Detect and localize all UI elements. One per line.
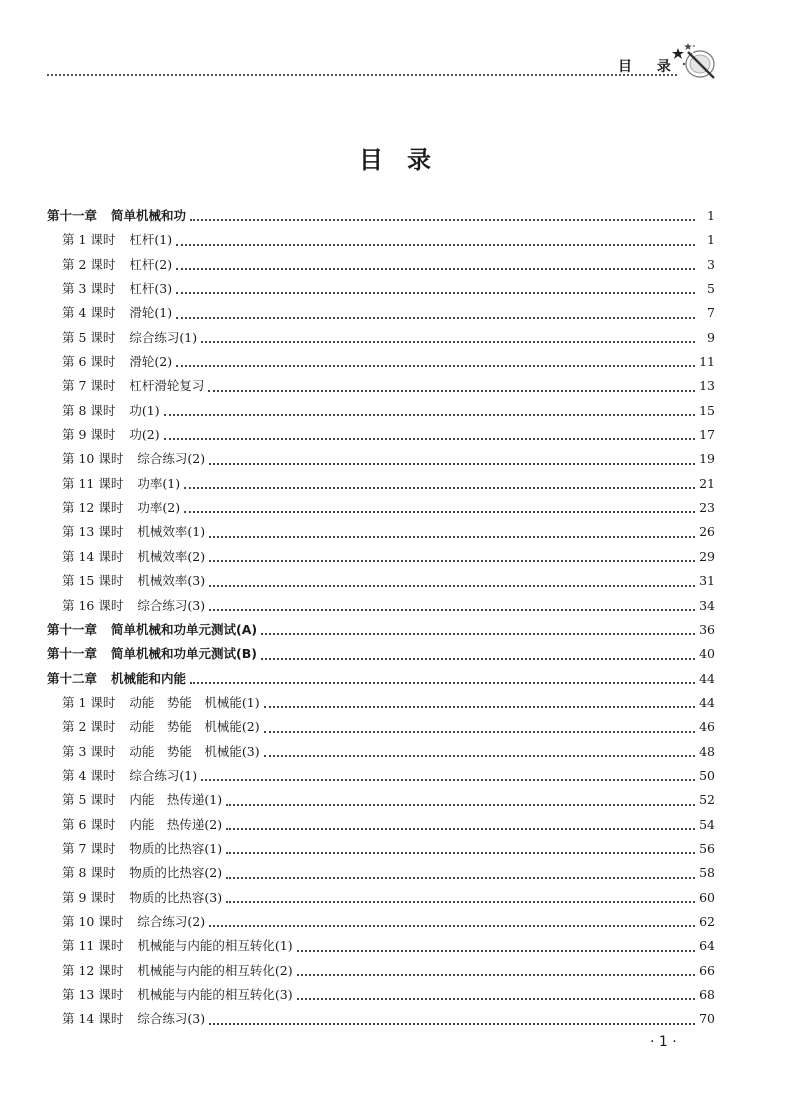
toc-lesson-entry: [47, 301, 715, 325]
toc-dot-leader: [164, 412, 695, 416]
toc-entry-label: [62, 326, 197, 350]
toc-dot-leader: [201, 777, 695, 781]
toc-entry-page: 66: [699, 962, 715, 978]
toc-entry-page: 3: [707, 256, 715, 272]
toc-entry-title: 综合练习(2): [137, 451, 206, 467]
toc-dot-leader: [297, 996, 695, 1000]
toc-lesson-entry: [47, 788, 715, 812]
toc-entry-title: 综合练习(3): [137, 597, 206, 613]
toc-entry-title: 滑轮(2): [129, 354, 173, 370]
toc-lesson-entry: [47, 253, 715, 277]
page-number: · 1 ·: [650, 1034, 677, 1050]
toc-entry-page: 52: [699, 792, 715, 808]
toc-entry-title: 滑轮(1): [129, 305, 173, 321]
toc-entry-page: 5: [707, 281, 715, 297]
toc-dot-leader: [209, 607, 695, 611]
toc-dot-leader: [264, 704, 695, 708]
toc-lesson-entry: [47, 740, 715, 764]
toc-entry-number: 第 2 课时: [62, 256, 116, 272]
toc-entry-page: 13: [699, 378, 715, 394]
header-dotted-rule: [47, 74, 677, 76]
toc-entry-number: 第十一章: [47, 208, 98, 223]
toc-entry-title: 综合练习(1): [129, 329, 198, 345]
toc-entry-number: 第 12 课时: [62, 500, 124, 516]
toc-entry-title: 机械能与内能的相互转化(2): [137, 962, 293, 978]
toc-lesson-entry: [47, 837, 715, 861]
toc-entry-title: 简单机械和功单元测试(B): [111, 646, 257, 662]
toc-entry-title: 动能 势能 机械能(1): [129, 694, 260, 710]
toc-chapter-entry: [47, 667, 715, 691]
toc-entry-number: 第 11 课时: [62, 475, 124, 491]
toc-entry-page: 64: [699, 938, 715, 954]
toc-entry-page: 44: [699, 670, 715, 686]
toc-entry-number: 第十一章: [47, 646, 98, 662]
toc-entry-title: 杠杆(2): [129, 256, 173, 272]
toc-entry-title: 杠杆(1): [129, 232, 173, 248]
toc-entry-page: 46: [699, 719, 715, 735]
toc-lesson-entry: [47, 861, 715, 885]
toc-entry-number: 第 3 课时: [62, 743, 116, 759]
toc-entry-number: 第 1 课时: [62, 232, 116, 248]
toc-entry-label: [62, 569, 205, 593]
toc-entry-label: [62, 886, 222, 910]
toc-entry-number: 第 8 课时: [62, 865, 116, 881]
toc-entry-page: 36: [699, 621, 715, 637]
toc-entry-page: 50: [699, 767, 715, 783]
toc-lesson-entry: [47, 399, 715, 423]
toc-dot-leader: [208, 388, 695, 392]
toc-entry-label: [62, 1007, 205, 1031]
toc-entry-label: [62, 350, 172, 374]
toc-dot-leader: [226, 826, 695, 830]
toc-entry-number: 第十一章: [47, 621, 98, 637]
toc-entry-title: 综合练习(2): [137, 913, 206, 929]
toc-entry-title: 物质的比热容(3): [129, 889, 223, 905]
toc-entry-label: [62, 715, 260, 739]
toc-dot-leader: [209, 558, 695, 562]
toc-entry-title: 机械效率(3): [137, 573, 206, 589]
toc-dot-leader: [176, 290, 695, 294]
toc-entry-title: 机械能和内能: [111, 670, 187, 686]
toc-lesson-entry: [47, 545, 715, 569]
toc-entry-number: 第 2 课时: [62, 719, 116, 735]
toc-entry-label: [47, 204, 186, 228]
toc-entry-page: 1: [707, 208, 715, 223]
toc-dot-leader: [184, 509, 695, 513]
toc-entry-label: [47, 642, 257, 666]
toc-entry-page: 17: [699, 427, 715, 443]
toc-entry-number: 第 4 课时: [62, 305, 116, 321]
toc-entry-label: [62, 520, 205, 544]
toc-entry-label: [62, 788, 222, 812]
toc-chapter-entry: [47, 642, 715, 666]
toc-entry-label: [62, 764, 197, 788]
toc-dot-leader: [190, 217, 695, 221]
toc-dot-leader: [264, 753, 695, 757]
toc-entry-title: 杠杆(3): [129, 281, 173, 297]
toc-entry-title: 机械效率(1): [137, 524, 206, 540]
toc-entry-label: [62, 983, 293, 1007]
table-of-contents: [47, 204, 715, 1032]
toc-entry-label: [62, 691, 260, 715]
toc-entry-number: 第 6 课时: [62, 816, 116, 832]
toc-entry-page: 1: [707, 232, 715, 248]
toc-lesson-entry: [47, 520, 715, 544]
toc-entry-page: 70: [699, 1011, 715, 1027]
toc-entry-title: 功率(2): [137, 500, 181, 516]
toc-entry-title: 内能 热传递(1): [129, 792, 223, 808]
toc-dot-leader: [297, 948, 695, 952]
toc-entry-number: 第 5 课时: [62, 329, 116, 345]
toc-entry-page: 68: [699, 987, 715, 1002]
toc-lesson-entry: [47, 447, 715, 471]
toc-entry-page: 19: [699, 451, 715, 467]
toc-chapter-entry: [47, 618, 715, 642]
toc-entry-number: 第 13 课时: [62, 987, 124, 1002]
toc-dot-leader: [226, 850, 695, 854]
toc-entry-label: [62, 594, 205, 618]
toc-entry-number: 第 1 课时: [62, 694, 116, 710]
toc-entry-label: [62, 959, 293, 983]
toc-entry-number: 第 11 课时: [62, 938, 124, 954]
toc-entry-label: [62, 496, 180, 520]
toc-entry-label: [62, 813, 222, 837]
toc-entry-label: [47, 667, 186, 691]
toc-dot-leader: [297, 972, 695, 976]
toc-entry-label: [47, 618, 257, 642]
toc-entry-title: 简单机械和功: [111, 208, 187, 223]
toc-dot-leader: [226, 899, 695, 903]
toc-entry-title: 内能 热传递(2): [129, 816, 223, 832]
toc-entry-page: 29: [699, 548, 715, 564]
toc-entry-page: 31: [699, 573, 715, 589]
toc-dot-leader: [201, 339, 695, 343]
toc-entry-title: 物质的比热容(2): [129, 865, 223, 881]
toc-lesson-entry: [47, 228, 715, 252]
toc-entry-number: 第 12 课时: [62, 962, 124, 978]
toc-entry-label: [62, 910, 205, 934]
toc-lesson-entry: [47, 326, 715, 350]
magic-wand-star-icon: [668, 42, 716, 82]
toc-lesson-entry: [47, 691, 715, 715]
toc-entry-title: 功(2): [129, 427, 160, 443]
toc-entry-label: [62, 399, 160, 423]
toc-entry-label: [62, 472, 180, 496]
toc-entry-label: [62, 740, 260, 764]
toc-entry-page: 44: [699, 694, 715, 710]
toc-chapter-entry: [47, 204, 715, 228]
toc-entry-title: 功(1): [129, 402, 160, 418]
toc-entry-label: [62, 545, 205, 569]
toc-lesson-entry: [47, 983, 715, 1007]
header-label: 目 录: [618, 59, 681, 75]
toc-lesson-entry: [47, 472, 715, 496]
toc-dot-leader: [164, 436, 695, 440]
toc-lesson-entry: [47, 374, 715, 398]
toc-entry-number: 第 7 课时: [62, 840, 116, 856]
toc-entry-title: 综合练习(3): [137, 1011, 206, 1027]
toc-entry-label: [62, 277, 172, 301]
toc-entry-page: 23: [699, 500, 715, 516]
toc-entry-label: [62, 228, 172, 252]
toc-entry-title: 动能 势能 机械能(2): [129, 719, 260, 735]
toc-entry-page: 58: [699, 865, 715, 881]
toc-entry-page: 26: [699, 524, 715, 540]
toc-entry-title: 物质的比热容(1): [129, 840, 223, 856]
toc-entry-number: 第 3 课时: [62, 281, 116, 297]
toc-entry-title: 机械效率(2): [137, 548, 206, 564]
toc-entry-label: [62, 301, 172, 325]
toc-entry-page: 62: [699, 913, 715, 929]
toc-lesson-entry: [47, 886, 715, 910]
toc-entry-page: 60: [699, 889, 715, 905]
toc-entry-label: [62, 837, 222, 861]
toc-entry-number: 第 14 课时: [62, 548, 124, 564]
toc-entry-page: 21: [699, 475, 715, 491]
toc-lesson-entry: [47, 910, 715, 934]
toc-entry-label: [62, 374, 204, 398]
toc-dot-leader: [176, 242, 695, 246]
toc-entry-page: 48: [699, 743, 715, 759]
page-header: [0, 0, 790, 90]
toc-entry-number: 第 16 课时: [62, 597, 124, 613]
toc-entry-number: 第 9 课时: [62, 427, 116, 443]
toc-entry-number: 第 4 课时: [62, 767, 116, 783]
toc-lesson-entry: [47, 423, 715, 447]
toc-entry-title: 机械能与内能的相互转化(1): [137, 938, 293, 954]
toc-entry-label: [62, 861, 222, 885]
toc-entry-label: [62, 934, 293, 958]
toc-lesson-entry: [47, 764, 715, 788]
toc-dot-leader: [226, 802, 695, 806]
toc-entry-page: 54: [699, 816, 715, 832]
toc-entry-label: [62, 253, 172, 277]
toc-dot-leader: [176, 266, 695, 270]
toc-lesson-entry: [47, 1007, 715, 1031]
toc-entry-number: 第 14 课时: [62, 1011, 124, 1027]
toc-dot-leader: [176, 363, 695, 367]
toc-entry-number: 第 9 课时: [62, 889, 116, 905]
toc-entry-number: 第 8 课时: [62, 402, 116, 418]
toc-entry-page: 56: [699, 840, 715, 856]
toc-lesson-entry: [47, 277, 715, 301]
page-title: 目 录: [359, 146, 431, 174]
toc-entry-page: 40: [699, 646, 715, 662]
toc-dot-leader: [209, 583, 695, 587]
toc-entry-title: 动能 势能 机械能(3): [129, 743, 260, 759]
toc-entry-title: 杠杆滑轮复习: [129, 378, 205, 394]
toc-lesson-entry: [47, 715, 715, 739]
toc-lesson-entry: [47, 569, 715, 593]
toc-entry-page: 11: [699, 354, 715, 370]
toc-lesson-entry: [47, 813, 715, 837]
toc-entry-number: 第 15 课时: [62, 573, 124, 589]
toc-dot-leader: [226, 875, 695, 879]
toc-dot-leader: [261, 631, 695, 635]
toc-entry-title: 机械能与内能的相互转化(3): [137, 987, 293, 1002]
toc-entry-page: 9: [707, 329, 715, 345]
toc-lesson-entry: [47, 594, 715, 618]
toc-entry-number: 第十二章: [47, 670, 98, 686]
toc-entry-label: [62, 447, 205, 471]
toc-dot-leader: [209, 923, 695, 927]
toc-dot-leader: [209, 1021, 695, 1025]
toc-dot-leader: [209, 461, 695, 465]
toc-lesson-entry: [47, 496, 715, 520]
toc-entry-label: [62, 423, 160, 447]
toc-entry-number: 第 13 课时: [62, 524, 124, 540]
toc-lesson-entry: [47, 934, 715, 958]
toc-entry-number: 第 5 课时: [62, 792, 116, 808]
toc-entry-number: 第 10 课时: [62, 451, 124, 467]
toc-entry-title: 简单机械和功单元测试(A): [111, 621, 258, 637]
toc-dot-leader: [176, 315, 695, 319]
toc-entry-number: 第 6 课时: [62, 354, 116, 370]
toc-dot-leader: [209, 534, 695, 538]
toc-lesson-entry: [47, 959, 715, 983]
toc-entry-number: 第 10 课时: [62, 913, 124, 929]
toc-dot-leader: [190, 680, 695, 684]
toc-entry-title: 功率(1): [137, 475, 181, 491]
toc-entry-title: 综合练习(1): [129, 767, 198, 783]
toc-entry-page: 34: [699, 597, 715, 613]
toc-entry-page: 15: [699, 402, 715, 418]
toc-lesson-entry: [47, 350, 715, 374]
toc-entry-number: 第 7 课时: [62, 378, 116, 394]
toc-entry-page: 7: [707, 305, 715, 321]
toc-dot-leader: [264, 729, 695, 733]
toc-dot-leader: [184, 485, 695, 489]
toc-dot-leader: [261, 656, 695, 660]
